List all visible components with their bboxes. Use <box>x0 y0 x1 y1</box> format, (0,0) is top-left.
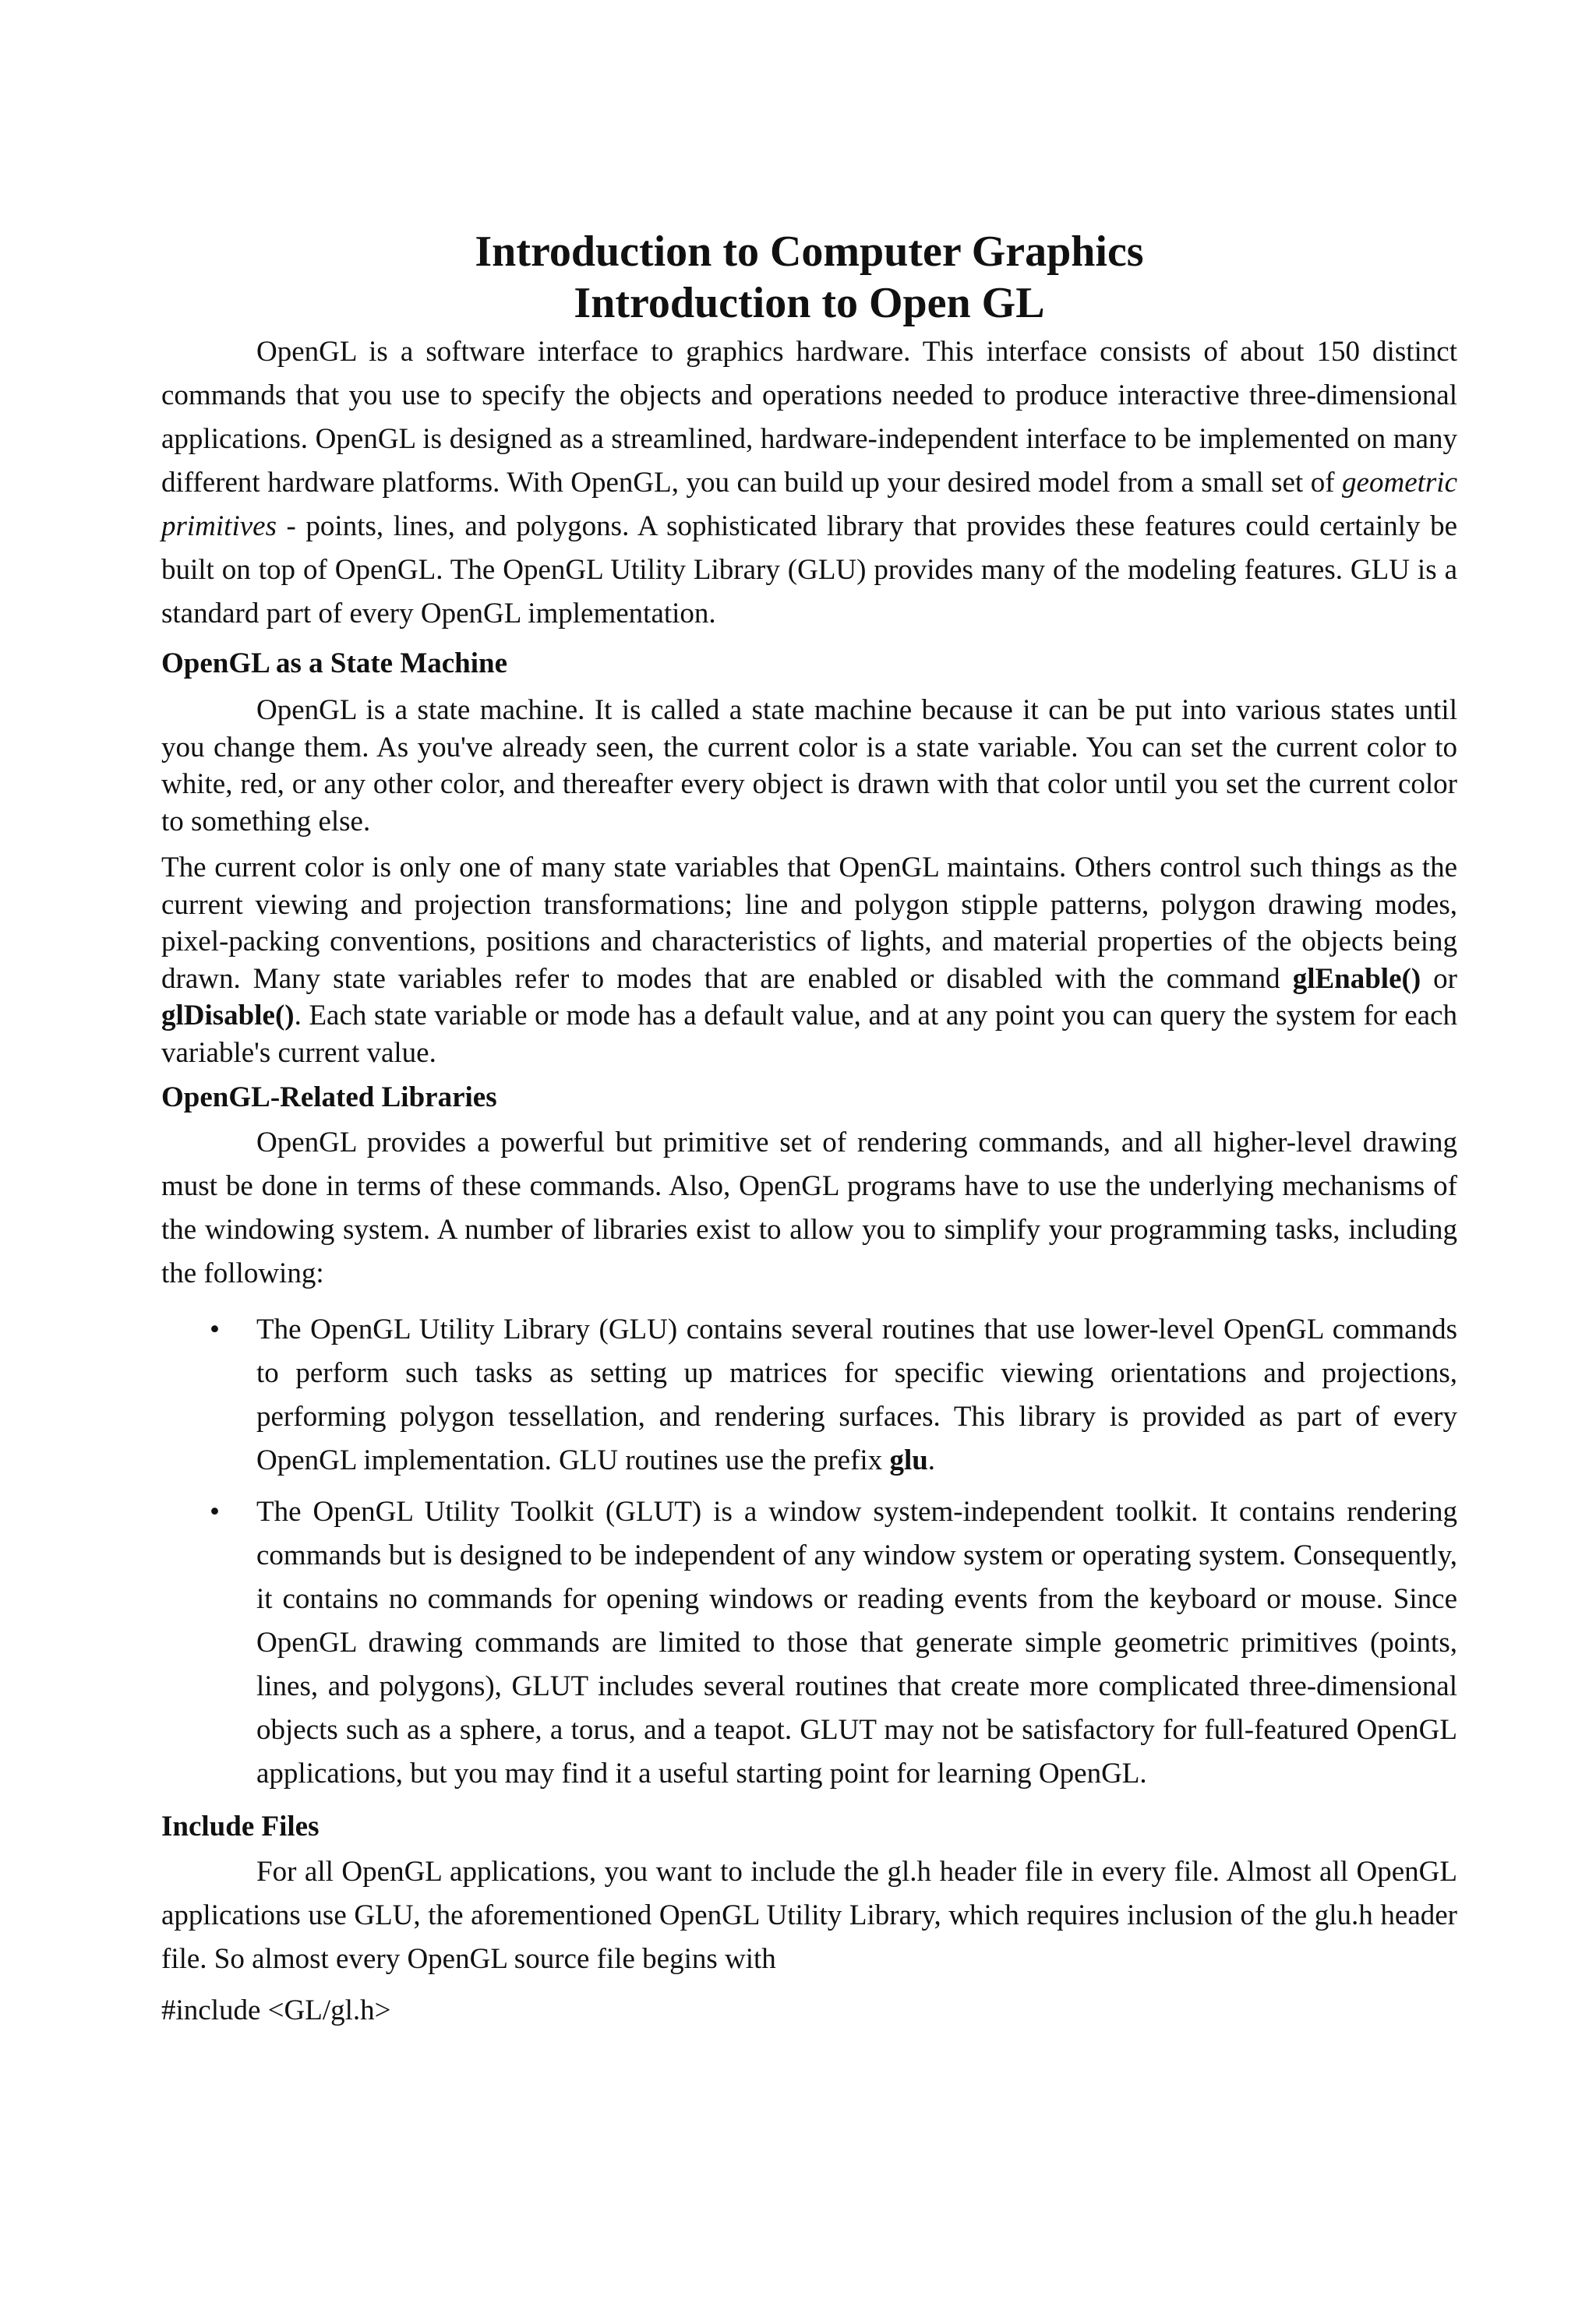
list-item-glut: • The OpenGL Utility Toolkit (GLUT) is a window system-independent toolkit. It contains rendering commands but is designed to be independent of any window system or operating system. Consequently, it contains no commands for opening windows or reading events from the keyboard or mouse. Since OpenGL drawing commands are limited to those that generate simple geometric primitives (points, lines, and polygons), GLUT includes several routines that create more complicated three-dimensional objects such as a sphere, a torus, and a teapot. GLUT may not be satisfactory for full-featured OpenGL applications, but you may find it a useful starting point for learning OpenGL. <box>161 1490 1457 1796</box>
bullet-icon: • <box>210 1496 220 1528</box>
heading-related-libraries: OpenGL-Related Libraries <box>161 1081 497 1113</box>
document-page <box>161 226 1457 2030</box>
libraries-paragraph: OpenGL provides a powerful but primitive set of rendering commands, and all higher-level drawing must be done in terms of these commands. Also, OpenGL programs have to use the underlying mechanisms of the windowing system. A number of libraries exist to allow you to simplify your programming tasks, including the following: <box>161 1127 1457 1289</box>
title-line-1: Introduction to Computer Graphics <box>475 227 1144 276</box>
libraries-list <box>161 1308 1457 1796</box>
include-files-paragraph: For all OpenGL applications, you want to include the gl.h header file in every file. Almost all OpenGL applications use GLU, the aforementioned OpenGL Utility Library, which requires inclusion of the glu.h header file. So almost every OpenGL source file begins with <box>161 1856 1457 1975</box>
bullet-icon: • <box>210 1314 220 1345</box>
document-title <box>161 226 1457 329</box>
title-line-2: Introduction to Open GL <box>574 279 1045 327</box>
geometric-primitives-term: geometric primitives <box>161 467 1457 542</box>
heading-include-files: Include Files <box>161 1811 320 1843</box>
list-item-glu: • The OpenGL Utility Library (GLU) contains several routines that use lower-level OpenGL commands to perform such tasks as setting up matrices for specific viewing orientations and projections, performing polygon tessellation, and rendering surfaces. This library is provided as part of every OpenGL implementation. GLU routines use the prefix glu. <box>161 1308 1457 1483</box>
glu-prefix: glu <box>889 1444 928 1476</box>
gldisable-command: glDisable() <box>161 1000 295 1032</box>
state-machine-paragraph-2: The current color is only one of many state variables that OpenGL maintains. Others control such things as the current viewing and projection transformations; line and polygon stipple patterns, polygon drawing modes, pixel-packing conventions, positions and characteristics of lights, and material properties of the objects being drawn. Many state variables refer to modes that are enabled or disabled with the command glEnable() or glDisable(). Each state variable or mode has a default value, and at any point you can query the system for each variable's current value. <box>161 852 1458 1069</box>
glenable-command: glEnable() <box>1292 962 1421 995</box>
heading-state-machine: OpenGL as a State Machine <box>161 647 508 679</box>
include-code-line: #include <GL/gl.h> <box>161 1994 391 2026</box>
intro-paragraph: OpenGL is a software interface to graphics hardware. This interface consists of about 150 distinct commands that you use to specify the objects and operations needed to produce interactive three-dimensional applications. OpenGL is designed as a streamlined, hardware-independent interface to be implemented on many different hardware platforms. With OpenGL, you can build up your desired model from a small set of geometric primitives - points, lines, and polygons. A sophisticated library that provides these features could certainly be built on top of OpenGL. The OpenGL Utility Library (GLU) provides many of the modeling features. GLU is a standard part of every OpenGL implementation. <box>161 336 1457 629</box>
state-machine-paragraph-1: OpenGL is a state machine. It is called a state machine because it can be put into various states until you change them. As you've already seen, the current color is a state variable. You can set the current color to white, red, or any other color, and thereafter every object is drawn with that color until you set the current color to something else. <box>161 694 1457 838</box>
